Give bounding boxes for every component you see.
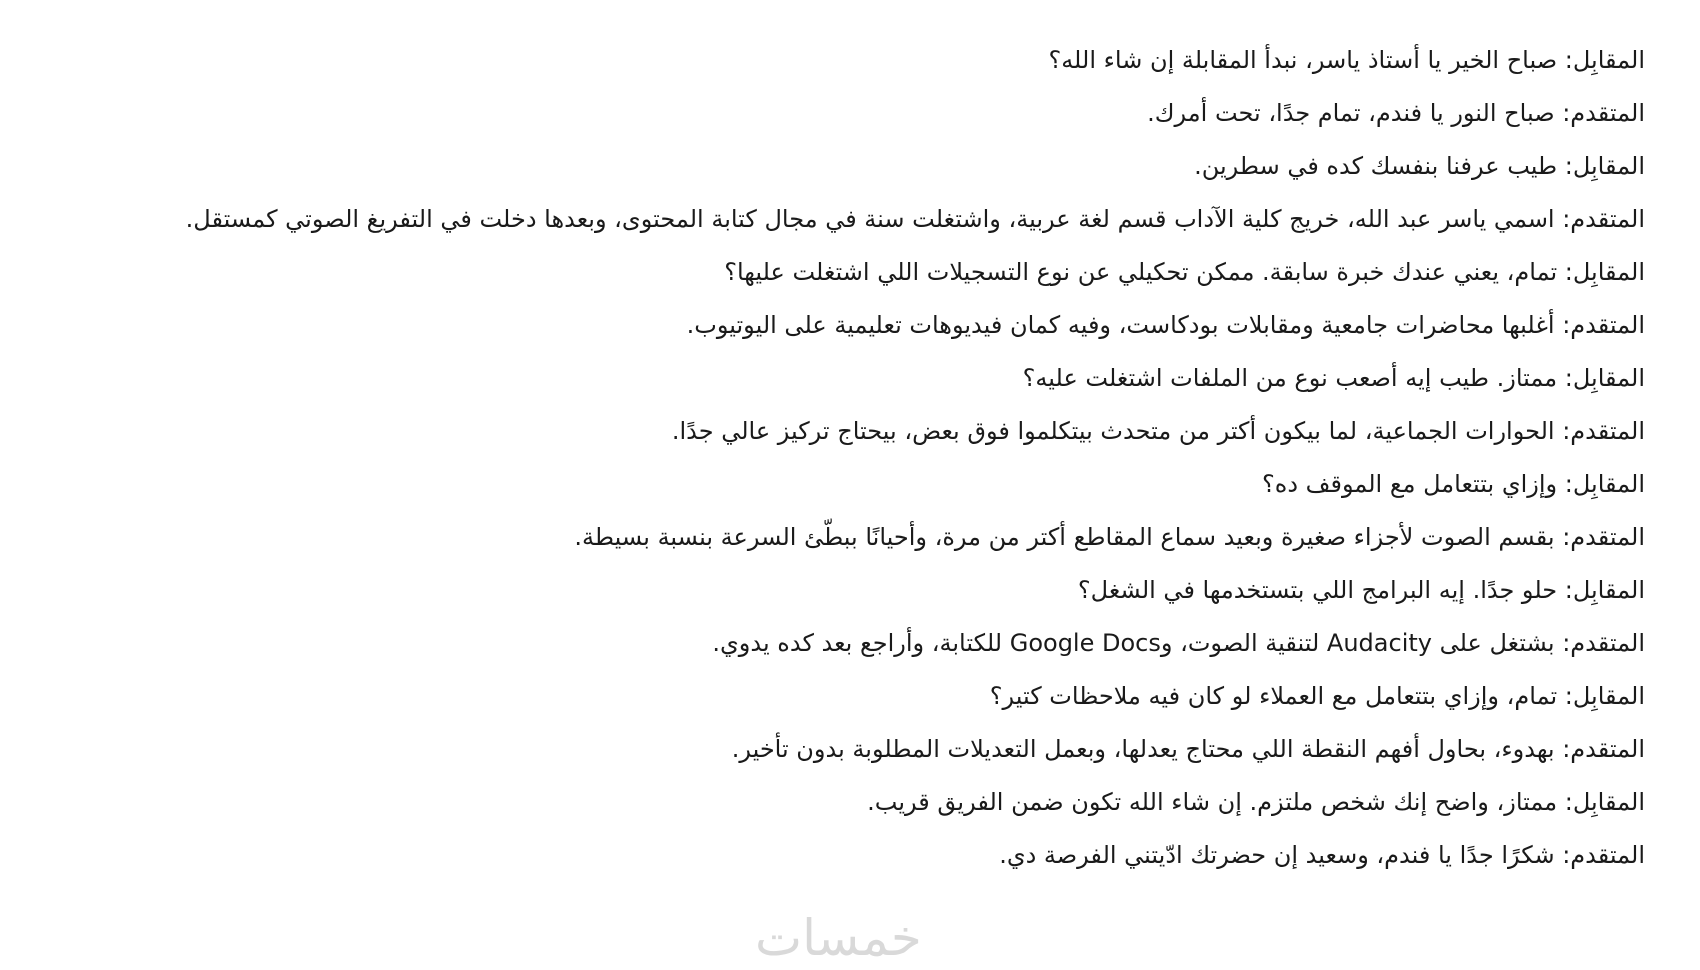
transcript-line: المتقدم: صباح النور يا فندم، تمام جدًا، تحت أمرك. — [1147, 99, 1645, 127]
transcript-line: المقابِل: ممتاز. طيب إيه أصعب نوع من الملفات اشتغلت عليه؟ — [1022, 364, 1645, 392]
transcript-line: المقابِل: ممتاز، واضح إنك شخص ملتزم. إن شاء الله تكون ضمن الفريق قريب. — [867, 788, 1645, 816]
transcript-line: المقابِل: حلو جدًا. إيه البرامج اللي بتستخدمها في الشغل؟ — [1077, 576, 1645, 604]
transcript-line: المقابِل: طيب عرفنا بنفسك كده في سطرين. — [1194, 152, 1645, 180]
transcript-line: المتقدم: بقسم الصوت لأجزاء صغيرة وبعيد سماع المقاطع أكتر من مرة، وأحيانًا ببطّئ السرعة بنسبة بسيطة. — [574, 523, 1645, 551]
transcript-line: المقابِل: صباح الخير يا أستاذ ياسر، نبدأ المقابلة إن شاء الله؟ — [1048, 46, 1645, 74]
transcript-line: المتقدم: بشتغل على Audacity لتنقية الصوت، وGoogle Docs للكتابة، وأراجع بعد كده يدوي. — [712, 629, 1645, 657]
transcript-document — [120, 44, 1645, 892]
transcript-line: المقابِل: تمام، وإزاي بتتعامل مع العملاء لو كان فيه ملاحظات كتير؟ — [989, 682, 1645, 710]
watermark-logo: خمسات — [755, 909, 922, 967]
transcript-line: المتقدم: بهدوء، بحاول أفهم النقطة اللي محتاج يعدلها، وبعمل التعديلات المطلوبة بدون تأخير. — [731, 735, 1645, 763]
transcript-line: المقابِل: وإزاي بتتعامل مع الموقف ده؟ — [1262, 470, 1645, 498]
transcript-line: المتقدم: اسمي ياسر عبد الله، خريج كلية الآداب قسم لغة عربية، واشتغلت سنة في مجال كتابة المحتوى، وبعدها دخلت في التفريغ الصوتي كمستقل. — [185, 205, 1645, 233]
transcript-line: المتقدم: الحوارات الجماعية، لما بيكون أكتر من متحدث بيتكلموا فوق بعض، بيحتاج تركيز عالي جدًا. — [671, 417, 1645, 445]
transcript-line: المتقدم: شكرًا جدًا يا فندم، وسعيد إن حضرتك ادّيتني الفرصة دي. — [999, 841, 1645, 869]
transcript-line: المقابِل: تمام، يعني عندك خبرة سابقة. ممكن تحكيلي عن نوع التسجيلات اللي اشتغلت عليها؟ — [724, 258, 1645, 286]
transcript-line: المتقدم: أغلبها محاضرات جامعية ومقابلات بودكاست، وفيه كمان فيديوهات تعليمية على اليوتيوب. — [686, 311, 1645, 339]
